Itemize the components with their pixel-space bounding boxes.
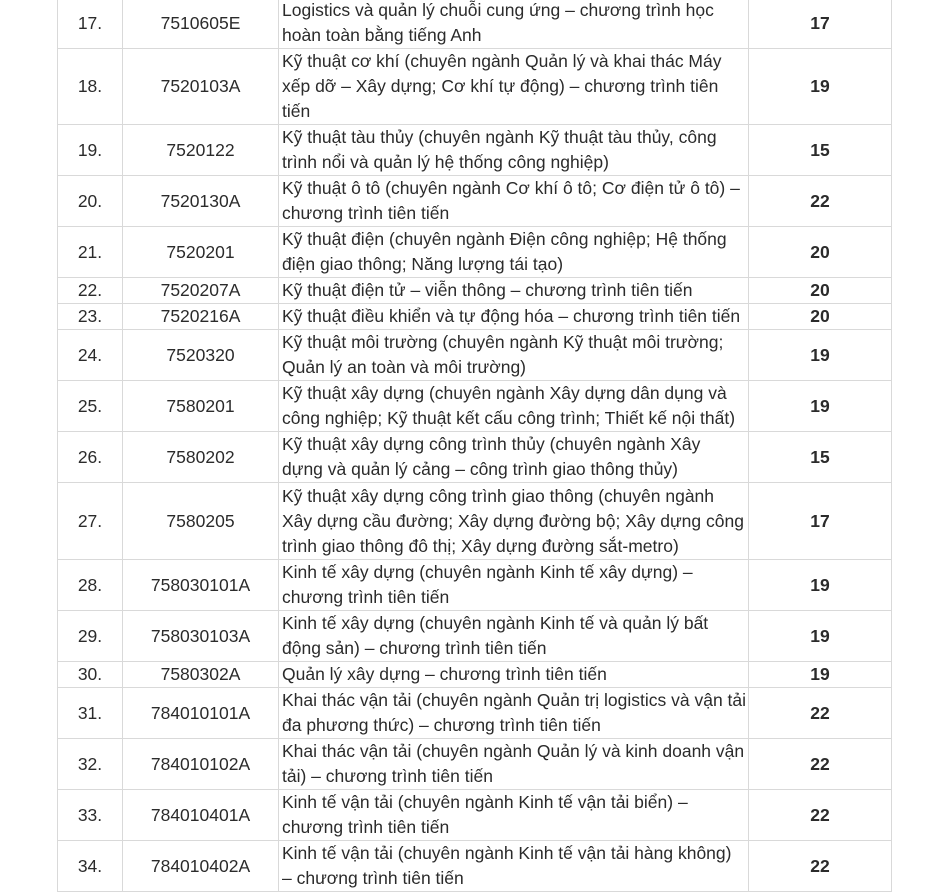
table-row — [58, 304, 892, 330]
row-number-cell: 18. — [58, 49, 123, 125]
table-row — [58, 330, 892, 381]
row-number-cell: 26. — [58, 432, 123, 483]
row-number-cell: 28. — [58, 560, 123, 611]
table-row — [58, 176, 892, 227]
program-code-cell: 7580201 — [123, 381, 279, 432]
program-name-cell: Kỹ thuật điều khiển và tự động hóa – chương trình tiên tiến — [279, 304, 749, 330]
program-name-cell: Kinh tế xây dựng (chuyên ngành Kinh tế và quản lý bất động sản) – chương trình tiên tiến — [279, 611, 749, 662]
score-cell: 15 — [749, 125, 892, 176]
score-cell: 22 — [749, 790, 892, 841]
program-name-cell: Kinh tế vận tải (chuyên ngành Kinh tế vận tải hàng không) – chương trình tiên tiến — [279, 841, 749, 892]
row-number-cell: 30. — [58, 662, 123, 688]
table-row — [58, 688, 892, 739]
score-cell: 22 — [749, 841, 892, 892]
score-cell: 22 — [749, 688, 892, 739]
row-number-cell: 24. — [58, 330, 123, 381]
program-code-cell: 7520122 — [123, 125, 279, 176]
program-code-cell: 758030103A — [123, 611, 279, 662]
score-cell: 19 — [749, 662, 892, 688]
table-row — [58, 790, 892, 841]
program-code-cell: 784010102A — [123, 739, 279, 790]
table-row — [58, 0, 892, 49]
row-number-cell: 23. — [58, 304, 123, 330]
row-number-cell: 17. — [58, 0, 123, 49]
row-number-cell: 31. — [58, 688, 123, 739]
row-number-cell: 33. — [58, 790, 123, 841]
score-cell: 20 — [749, 227, 892, 278]
row-number-cell: 21. — [58, 227, 123, 278]
row-number-cell: 34. — [58, 841, 123, 892]
score-cell: 15 — [749, 432, 892, 483]
program-name-cell: Kỹ thuật môi trường (chuyên ngành Kỹ thuật môi trường; Quản lý an toàn và môi trường) — [279, 330, 749, 381]
score-cell: 17 — [749, 483, 892, 560]
program-name-cell: Kỹ thuật xây dựng công trình thủy (chuyên ngành Xây dựng và quản lý cảng – công trình giao thông thủy) — [279, 432, 749, 483]
row-number-cell: 29. — [58, 611, 123, 662]
score-cell: 19 — [749, 381, 892, 432]
row-number-cell: 25. — [58, 381, 123, 432]
table-row — [58, 432, 892, 483]
program-code-cell: 7580202 — [123, 432, 279, 483]
table-row — [58, 49, 892, 125]
admission-score-table — [57, 0, 892, 892]
table-row — [58, 611, 892, 662]
program-code-cell: 784010401A — [123, 790, 279, 841]
score-cell: 19 — [749, 560, 892, 611]
program-name-cell: Khai thác vận tải (chuyên ngành Quản trị logistics và vận tải đa phương thức) – chương trình tiên tiến — [279, 688, 749, 739]
program-code-cell: 784010101A — [123, 688, 279, 739]
program-name-cell: Quản lý xây dựng – chương trình tiên tiến — [279, 662, 749, 688]
score-cell: 17 — [749, 0, 892, 49]
program-code-cell: 7580302A — [123, 662, 279, 688]
row-number-cell: 22. — [58, 278, 123, 304]
row-number-cell: 19. — [58, 125, 123, 176]
program-code-cell: 7520207A — [123, 278, 279, 304]
row-number-cell: 20. — [58, 176, 123, 227]
score-cell: 19 — [749, 49, 892, 125]
score-cell: 20 — [749, 304, 892, 330]
score-cell: 22 — [749, 739, 892, 790]
program-name-cell: Kỹ thuật điện (chuyên ngành Điện công nghiệp; Hệ thống điện giao thông; Năng lượng tái tạo) — [279, 227, 749, 278]
score-cell: 22 — [749, 176, 892, 227]
program-name-cell: Kỹ thuật tàu thủy (chuyên ngành Kỹ thuật tàu thủy, công trình nổi và quản lý hệ thống công nghiệp) — [279, 125, 749, 176]
score-cell: 20 — [749, 278, 892, 304]
program-name-cell: Kinh tế vận tải (chuyên ngành Kinh tế vận tải biển) – chương trình tiên tiến — [279, 790, 749, 841]
table-row — [58, 125, 892, 176]
table-row — [58, 560, 892, 611]
program-code-cell: 7520130A — [123, 176, 279, 227]
table-body — [58, 0, 892, 892]
program-code-cell: 7520216A — [123, 304, 279, 330]
table-row — [58, 278, 892, 304]
program-code-cell: 7510605E — [123, 0, 279, 49]
program-name-cell: Khai thác vận tải (chuyên ngành Quản lý và kinh doanh vận tải) – chương trình tiên tiến — [279, 739, 749, 790]
program-code-cell: 7520103A — [123, 49, 279, 125]
table-row — [58, 483, 892, 560]
program-name-cell: Kỹ thuật cơ khí (chuyên ngành Quản lý và khai thác Máy xếp dỡ – Xây dựng; Cơ khí tự động) – chương trình tiên tiến — [279, 49, 749, 125]
program-code-cell: 7520201 — [123, 227, 279, 278]
program-code-cell: 758030101A — [123, 560, 279, 611]
row-number-cell: 27. — [58, 483, 123, 560]
table-row — [58, 381, 892, 432]
program-name-cell: Kỹ thuật xây dựng (chuyên ngành Xây dựng dân dụng và công nghiệp; Kỹ thuật kết cấu công trình; Thiết kế nội thất) — [279, 381, 749, 432]
program-name-cell: Kinh tế xây dựng (chuyên ngành Kinh tế xây dựng) – chương trình tiên tiến — [279, 560, 749, 611]
score-cell: 19 — [749, 611, 892, 662]
table-row — [58, 739, 892, 790]
row-number-cell: 32. — [58, 739, 123, 790]
program-code-cell: 784010402A — [123, 841, 279, 892]
program-name-cell: Kỹ thuật ô tô (chuyên ngành Cơ khí ô tô; Cơ điện tử ô tô) – chương trình tiên tiến — [279, 176, 749, 227]
program-name-cell: Kỹ thuật xây dựng công trình giao thông (chuyên ngành Xây dựng cầu đường; Xây dựng đường bộ; Xây dựng công trình giao thông đô thị; Xây dựng đường sắt-metro) — [279, 483, 749, 560]
table-row — [58, 662, 892, 688]
score-cell: 19 — [749, 330, 892, 381]
program-name-cell: Logistics và quản lý chuỗi cung ứng – chương trình học hoàn toàn bằng tiếng Anh — [279, 0, 749, 49]
program-name-cell: Kỹ thuật điện tử – viễn thông – chương trình tiên tiến — [279, 278, 749, 304]
table-row — [58, 227, 892, 278]
program-code-cell: 7520320 — [123, 330, 279, 381]
program-code-cell: 7580205 — [123, 483, 279, 560]
table-row — [58, 841, 892, 892]
